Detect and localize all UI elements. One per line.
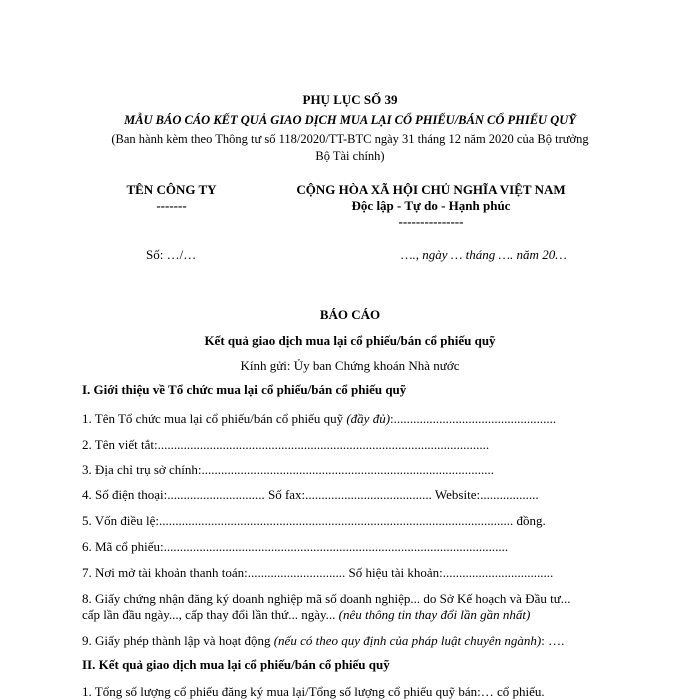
item-9-note: (nếu có theo quy định của pháp luật chuyên ngành) [273, 633, 542, 648]
section-2-heading: II. Kết quả giao dịch mua lại cổ phiếu/bán cổ phiếu quỹ [82, 657, 390, 672]
item-1-label: 1. Tên Tổ chức mua lại cổ phiếu/bán cổ phiếu quỹ [82, 411, 347, 426]
section-1-item-8-line-2 [82, 607, 530, 623]
section-1-item-2: 2. Tên viết tắt:...................................................................................................... [82, 437, 490, 452]
section-1-item-1 [82, 411, 556, 427]
section-1-item-7: 7. Nơi mở tài khoản thanh toán:.............................. Số hiệu tài khoản:.................................. [82, 565, 554, 580]
report-subtitle: Kết quả giao dịch mua lại cổ phiếu/bán cổ phiếu quỹ [204, 333, 496, 348]
section-1-item-8-line-1: 8. Giấy chứng nhận đăng ký doanh nghiệp mã số doanh nghiệp... do Sở Kế hoạch và Đầu tư... [82, 591, 571, 606]
appendix-title: PHỤ LỤC SỐ 39 [302, 92, 398, 107]
issued-line-1: (Ban hành kèm theo Thông tư số 118/2020/TT-BTC ngày 31 tháng 12 năm 2020 của Bộ trưởng [111, 132, 589, 146]
company-name: TÊN CÔNG TY [126, 182, 217, 197]
report-title: BÁO CÁO [319, 307, 381, 322]
company-dashes: ------- [156, 198, 187, 213]
document-date: …., ngày … tháng …. năm 20… [401, 247, 567, 262]
form-title: MẪU BÁO CÁO KẾT QUẢ GIAO DỊCH MUA LẠI CỔ PHIẾU/BÁN CỔ PHIẾU QUỸ [124, 113, 576, 127]
item-9-tail: : …. [541, 633, 565, 648]
section-1-item-5: 5. Vốn điều lệ:............................................................................................................. đồng. [82, 513, 546, 528]
nation-motto: Độc lập - Tự do - Hạnh phúc [351, 198, 511, 213]
section-1-item-6: 6. Mã cổ phiếu:.......................................................................................................... [82, 539, 509, 554]
nation-title: CỘNG HÒA XÃ HỘI CHỦ NGHĨA VIỆT NAM [296, 182, 566, 197]
document-number: Số: …/… [146, 247, 197, 262]
item-1-dots: :.................................................. [390, 411, 557, 426]
issued-line-2: Bộ Tài chính) [315, 149, 385, 163]
section-1-heading: I. Giới thiệu về Tổ chức mua lại cổ phiếu/bán cổ phiếu quỹ [82, 382, 407, 397]
section-1-item-4: 4. Số điện thoại:.............................. Số fax:....................................... Website:.................. [82, 487, 539, 502]
report-recipient: Kính gửi: Ủy ban Chứng khoán Nhà nước [240, 358, 460, 373]
item-9-label: 9. Giấy phép thành lập và hoạt động [82, 633, 274, 648]
section-1-item-9 [82, 633, 564, 649]
section-2-item-1: 1. Tổng số lượng cổ phiếu đăng ký mua lại/Tổng số lượng cổ phiếu quỹ bán:… cổ phiếu. [82, 684, 545, 699]
nation-dashes: --------------- [398, 214, 464, 229]
item-8-note: (nêu thông tin thay đổi lần gần nhất) [338, 607, 531, 622]
item-8-text: cấp lần đầu ngày..., cấp thay đổi lần thứ... ngày... [82, 607, 339, 622]
section-1-item-3: 3. Địa chỉ trụ sở chính:.......................................................................................... [82, 462, 495, 477]
item-1-note: (đầy đủ) [346, 411, 391, 426]
